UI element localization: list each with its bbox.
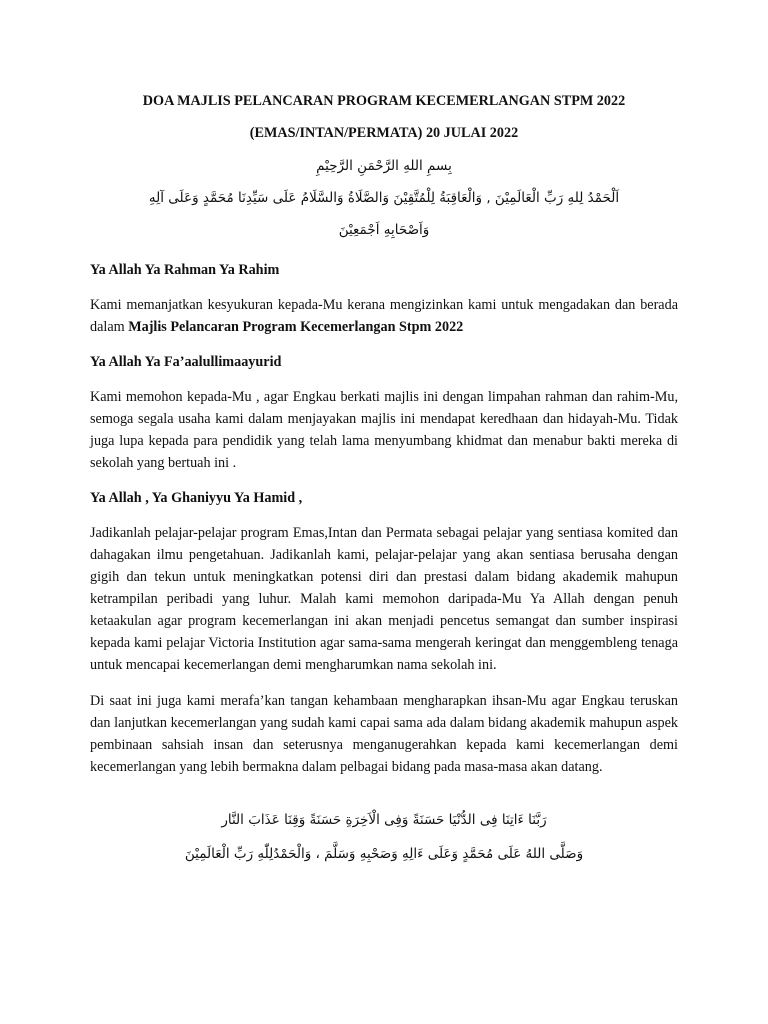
hamd-line-2: وَاَصْحَابِهِ اَجْمَعِيْنَ	[338, 222, 430, 238]
closing-prayer-2: وَصَلَّى اللهُ عَلَى مُحَمَّدٍ وَعَلَى ءَالِهِ وَصَحْبِهِ وَسَلَّمَ ، وَالْحَمْدُلِلّٰهِ رَبِّ الْعَالَمِيْنَ	[184, 846, 584, 862]
paragraph-2: Kami memohon kepada-Mu , agar Engkau berkati majlis ini dengan limpahan rahman dan rahim-Mu, semoga segala usaha kami dalam menjayakan majlis ini mendapat keredhaan dan hidayah-Mu. Tidak juga lupa kepada para pendidik yang telah lama menyumbang khidmat dan menabur bakti mereka di sekolah yang bertuah ini .	[90, 389, 678, 471]
basmala-text: بِسمِ اللهِ الرَّحْمَنِ الرَّحِيْمِ	[316, 158, 452, 174]
section-heading-1: Ya Allah Ya Rahman Ya Rahim	[90, 262, 280, 278]
closing-prayer-1: رَبَّنَا ءَاتِنَا فِى الدُّنْيَا حَسَنَةً وَفِى الْاَخِرَةِ حَسَنَةً وَقِنَا عَذَابَ النَّار	[221, 812, 547, 828]
document-subtitle: (EMAS/INTAN/PERMATA) 20 JULAI 2022	[249, 125, 519, 141]
document-title: DOA MAJLIS PELANCARAN PROGRAM KECEMERLANGAN STPM 2022	[142, 93, 626, 109]
section-heading-2: Ya Allah Ya Fa’aalullimaayurid	[90, 354, 282, 370]
paragraph-1-bold-event: Majlis Pelancaran Program Kecemerlangan Stpm 2022	[128, 319, 464, 335]
document-page	[90, 88, 678, 866]
paragraph-1	[90, 294, 678, 338]
section-heading-3: Ya Allah , Ya Ghaniyyu Ya Hamid ,	[90, 490, 303, 506]
paragraph-4: Di saat ini juga kami merafa’kan tangan kehambaan mengharapkan ihsan-Mu agar Engkau teruskan dan lanjutkan kecemerlangan yang sudah kami capai sama ada dalam bidang akademik mahupun aspek pembinaan sahsiah insan dan seterusnya menganugerahkan kepada kami kecemerlangan demi kecemerlangan yang lebih bermakna dalam pelbagai bidang pada masa-masa akan datang.	[90, 693, 678, 775]
paragraph-3: Jadikanlah pelajar-pelajar program Emas,Intan dan Permata sebagai pelajar yang sentiasa komited dan dahagakan ilmu pengetahuan. Jadikanlah kami, pelajar-pelajar yang akan sentiasa berusaha dengan gigih dan tekun untuk meningkatkan potensi diri dan prestasi dalam bidang akademik mahupun ketrampilan peribadi yang luhur. Malah kami memohon daripada-Mu Ya Allah dengan penuh ketaakulan agar program kecemerlangan ini akan menjadi pencetus semangat dan sumber inspirasi kepada kami pelajar Victoria Institution agar sama-sama mengerah keringat dan menggembleng tenaga untuk mencapai kecemerlangan demi mengharumkan nama sekolah ini.	[90, 525, 678, 673]
hamd-line-1: اَلْحَمْدُ لِلهِ رَبِّ الْعَالَمِيْنَ , وَالْعَاقِبَةُ لِلْمُتَّقِيْنَ وَالصَّلَاةُ وَالسَّلَامُ عَلَى سَيِّدِنَا مُحَمَّدٍ وَعَلَى آلِهِ	[148, 190, 620, 206]
paragraph-1-text: Kami memanjatkan kesyukuran kepada-Mu kerana mengizinkan kami untuk mengadakan dan berada dalam	[90, 297, 678, 335]
